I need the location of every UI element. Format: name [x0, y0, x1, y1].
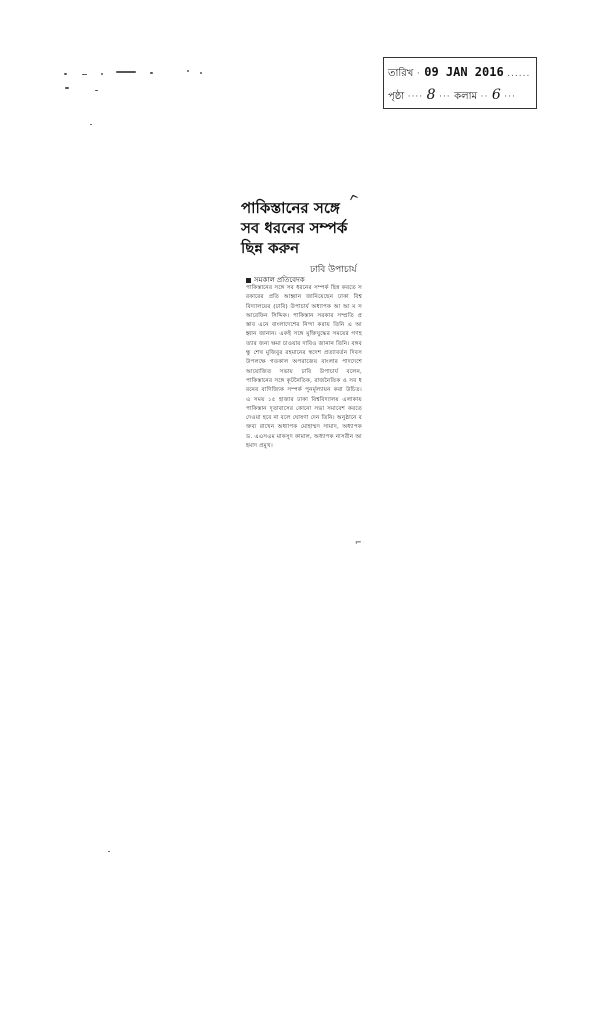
scan-speck [200, 72, 202, 74]
stamp-date-label: তারিখ [388, 68, 414, 79]
stamp-page-label: পৃষ্ঠা [388, 91, 405, 102]
stamp-page-value: 8 [426, 87, 436, 103]
scan-speck [64, 73, 67, 75]
scan-speck [65, 87, 69, 89]
scan-speck [116, 71, 136, 73]
clipping-corner-mark: ^ [346, 191, 364, 211]
scan-speck [187, 70, 189, 72]
scan-speck [150, 72, 153, 74]
newspaper-clipping [236, 190, 364, 550]
stamp-dots: ··· [504, 92, 516, 102]
scan-speck [90, 124, 92, 125]
stamp-date-row [388, 66, 530, 79]
scan-speck [95, 90, 98, 91]
stamp-dots: ·· [480, 92, 489, 102]
bullet-square-icon [246, 278, 251, 283]
stamp-date-value: 09 JAN 2016 [424, 65, 504, 79]
stamp-dots: ···· [407, 92, 424, 102]
scan-speck [82, 74, 87, 75]
stamp-page-row [388, 88, 516, 102]
headline-line: পাকিস্তানের সঙ্গে [241, 199, 340, 217]
scan-speck [101, 73, 103, 75]
stamp-column-label: কলাম [454, 91, 478, 102]
scan-speck [108, 851, 110, 852]
stamp-dots: ··· [439, 92, 451, 102]
clipping-corner-mark: ⌐ [355, 538, 362, 547]
headline-line: সব ধরনের সম্পর্ক [241, 219, 348, 237]
article-body: পাকিস্তানের সঙ্গে সব ধরনের সম্পর্ক ছিন্ন করতে সরকারের প্রতি আহ্বান জানিয়েছেন ঢাকা বিশ্ববিদ্যালয়ের (ঢাবি) উপাচার্য অধ্যাপক আ আ ম স আরেফিন সিদ্দিক। পাকিস্তান সরকার সম্প্রতি প্রস্তাব এনে বাংলাদেশের নিন্দা করায় তিনি এ আহ্বান জানান। একই সঙ্গে মুক্তিযুদ্ধের সময়ের গণহত্যার জন্য ক্ষমা চাওয়ার দাবিও জানান তিনি। বঙ্গবন্ধু শেখ মুজিবুর রহমানের স্বদেশ প্রত্যাবর্তন দিবস উপলক্ষে গতকাল অপরাজেয় বাংলার পাদদেশে আয়োজিত সভায় ঢাবি উপাচার্য বলেন, পাকিস্তানের সঙ্গে কূটনৈতিক, রাজনৈতিক ও সব ধরনের বাণিজ্যিক সম্পর্ক পুনর্মূল্যায়ন করা উচিত। এ সময় ১৫ হাজার ঢাকা বিশ্ববিদ্যালয় এলাকায় পাকিস্তান দূতাবাসের কোনো সভা সমাবেশ করতে দেওয়া হবে না বলে ঘোষণা দেন তিনি। অনুষ্ঠানে বক্তব্য রাখেন অধ্যাপক মোহাম্মদ সামাদ, অধ্যাপক ড. এএসএম মাকসুদ কামাল, অধ্যাপক নাসরীন আহমাদ প্রমুখ। [246, 285, 362, 450]
date-stamp [383, 57, 537, 109]
article-headline [241, 198, 361, 258]
headline-line: ছিন্ন করুন [241, 239, 300, 257]
stamp-column-value: 6 [491, 87, 501, 103]
stamp-dots: ...... [507, 69, 531, 79]
byline-text: সমকাল প্রতিবেদক [254, 276, 305, 284]
stamp-dots: · [416, 69, 421, 79]
article-subhead: ঢাবি উপাচার্য [310, 265, 357, 275]
